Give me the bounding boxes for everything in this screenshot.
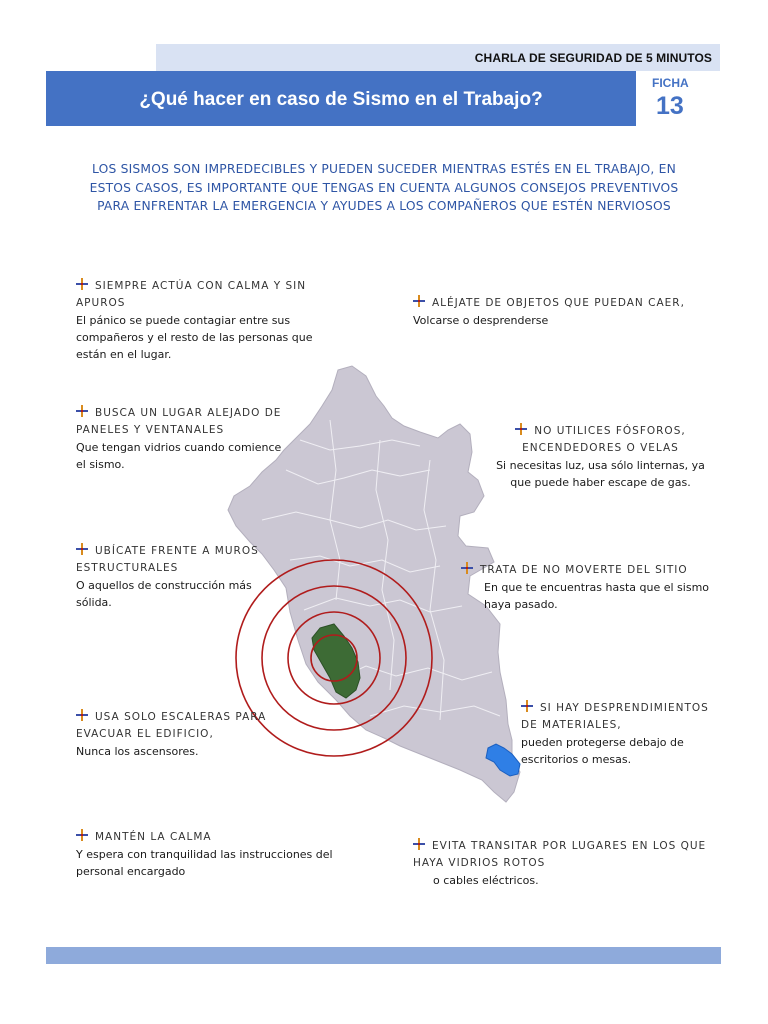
tip-9-head: MANTÉN LA CALMA: [95, 831, 212, 843]
tip-10: [413, 838, 713, 889]
cross-bullet-icon: [76, 405, 88, 417]
ficha-number: 13: [656, 92, 684, 120]
tip-8: [521, 700, 711, 768]
tip-3: [76, 405, 291, 473]
cross-bullet-icon: [76, 543, 88, 555]
tip-7: [76, 709, 286, 760]
tip-7-head: USA SOLO ESCALERAS PARA EVACUAR EL EDIFICIO,: [76, 711, 267, 740]
tip-8-head: SI HAY DESPRENDIMIENTOS DE MATERIALES,: [521, 702, 709, 731]
tip-2: [413, 295, 713, 329]
tip-9: [76, 829, 356, 880]
tip-7-body: Nunca los ascensores.: [76, 745, 199, 758]
tip-1-body: El pánico se puede contagiar entre sus compañeros y el resto de las personas que están en el lugar.: [76, 314, 313, 361]
intro-text: LOS SISMOS SON IMPREDECIBLES Y PUEDEN SUCEDER MIENTRAS ESTÉS EN EL TRABAJO, EN ESTOS CASOS, ES IMPORTANTE QUE TENGAS EN CUENTA ALGUNOS CONSEJOS PREVENTIVOS PARA ENFRENTAR LA EMERGENCIA Y AYUDES A LOS COMPAÑEROS QUE ESTÉN NERVIOSOS: [89, 162, 679, 213]
cross-bullet-icon: [413, 838, 425, 850]
tip-6-body: En que te encuentras hasta que el sismo haya pasado.: [484, 581, 710, 611]
tip-6: [461, 562, 711, 613]
cross-bullet-icon: [76, 709, 88, 721]
tip-2-head: ALÉJATE DE OBJETOS QUE PUEDAN CAER,: [432, 297, 685, 309]
tip-2-body: Volcarse o desprenderse: [413, 314, 549, 327]
tip-4-head: NO UTILICES FÓSFOROS, ENCENDEDORES O VELAS: [522, 425, 686, 454]
cross-bullet-icon: [76, 278, 88, 290]
cross-bullet-icon: [413, 295, 425, 307]
header-band-text: CHARLA DE SEGURIDAD DE 5 MINUTOS: [474, 51, 712, 65]
tip-6-head: TRATA DE NO MOVERTE DEL SITIO: [480, 564, 688, 576]
tip-4: [493, 423, 708, 491]
tip-9-body: Y espera con tranquilidad las instrucciones del personal encargado: [76, 848, 333, 878]
page-title: ¿Qué hacer en caso de Sismo en el Trabajo?: [139, 89, 543, 110]
tip-5: [76, 543, 266, 611]
cross-bullet-icon: [76, 829, 88, 841]
tip-3-head: BUSCA UN LUGAR ALEJADO DE PANELES Y VENTANALES: [76, 407, 282, 436]
tip-10-body: o cables eléctricos.: [433, 874, 539, 887]
footer-band: [46, 947, 721, 964]
cross-bullet-icon: [515, 423, 527, 435]
tip-8-body: pueden protegerse debajo de escritorios o mesas.: [521, 736, 684, 766]
tip-1: [76, 278, 326, 363]
cross-bullet-icon: [521, 700, 533, 712]
ficha-label: FICHA: [652, 76, 689, 90]
tip-3-body: Que tengan vidrios cuando comience el sismo.: [76, 441, 282, 471]
tip-1-head: SIEMPRE ACTÚA CON CALMA Y SIN APUROS: [76, 280, 307, 309]
tip-10-head: EVITA TRANSITAR POR LUGARES EN LOS QUE HAYA VIDRIOS ROTOS: [413, 840, 707, 869]
cross-bullet-icon: [461, 562, 473, 574]
tip-5-body: O aquellos de construcción más sólida.: [76, 579, 252, 609]
tip-5-head: UBÍCATE FRENTE A MUROS ESTRUCTURALES: [76, 545, 259, 574]
tip-4-body: Si necesitas luz, usa sólo linternas, ya que puede haber escape de gas.: [496, 459, 705, 489]
